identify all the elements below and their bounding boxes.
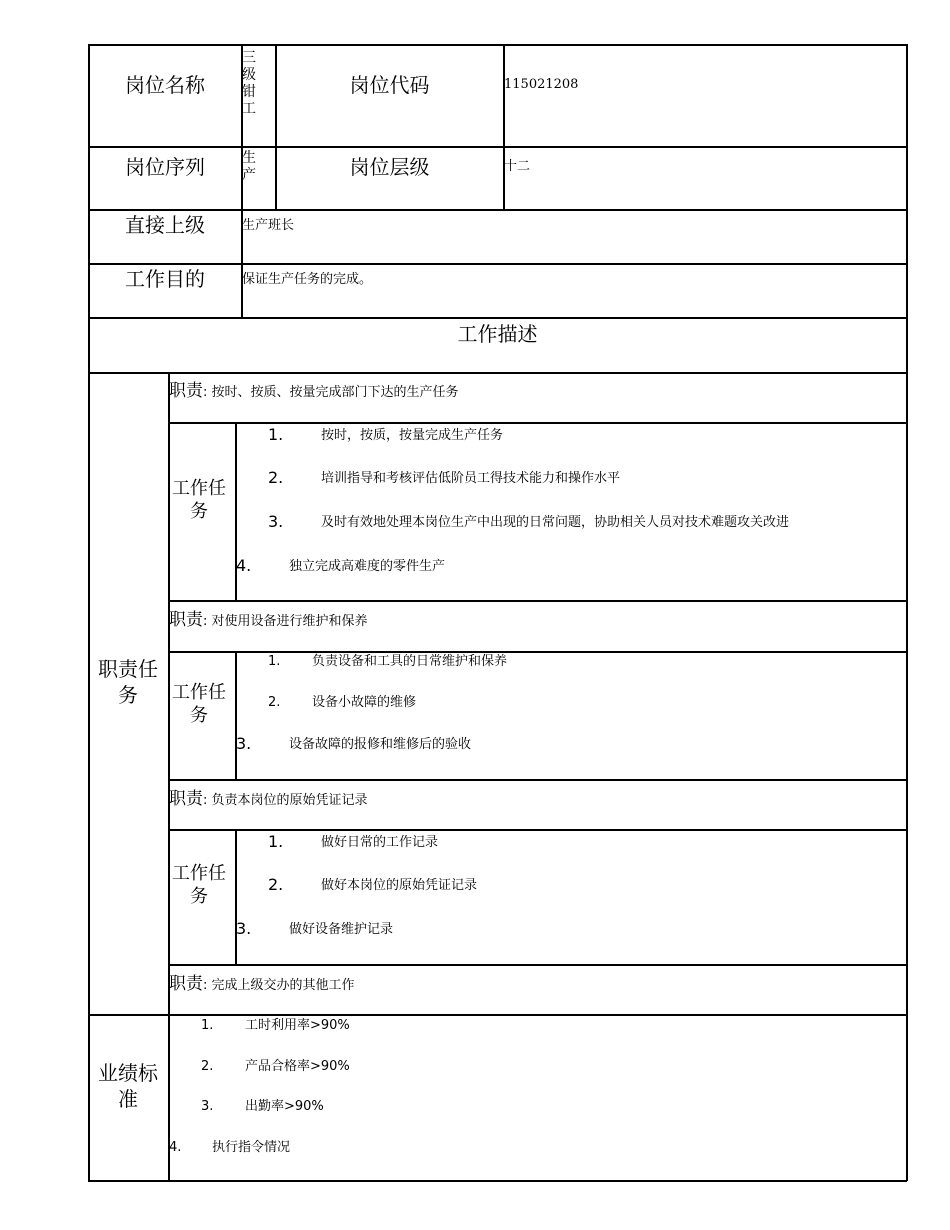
row-divider bbox=[88, 263, 907, 265]
row-divider bbox=[168, 422, 907, 424]
purpose-label: 工作目的 bbox=[125, 267, 205, 291]
duty-prefix: 职责 bbox=[169, 381, 203, 401]
performance-number: 4. bbox=[169, 1140, 182, 1155]
task-number: 1. bbox=[268, 654, 281, 669]
duty-prefix: 职责 bbox=[169, 610, 203, 630]
duty-2 bbox=[169, 605, 368, 630]
table-border-right bbox=[906, 44, 908, 1181]
post-level-label: 岗位层级 bbox=[349, 155, 430, 179]
task-text: 及时有效地处理本岗位生产中出现的日常问题，协助相关人员对技术难题攻关改进 bbox=[321, 515, 790, 530]
duty-text: : 对使用设备进行维护和保养 bbox=[203, 614, 368, 629]
task-number: 1. bbox=[268, 832, 284, 851]
task-number: 2. bbox=[268, 468, 284, 487]
duty-3 bbox=[169, 784, 368, 809]
description-title: 工作描述 bbox=[457, 322, 538, 346]
task-number: 3. bbox=[268, 512, 284, 531]
row-divider bbox=[88, 146, 907, 148]
superior-value: 生产班长 bbox=[242, 218, 295, 233]
col-divider bbox=[503, 44, 505, 210]
task-number: 2. bbox=[268, 695, 281, 710]
post-series-value: 生产 bbox=[242, 150, 256, 180]
post-name-value: 三级钳工 bbox=[242, 50, 256, 117]
purpose-value: 保证生产任务的完成。 bbox=[242, 272, 373, 287]
task-number: 4. bbox=[236, 556, 252, 575]
duty-text: : 负责本岗位的原始凭证记录 bbox=[203, 793, 368, 808]
duty-4 bbox=[169, 969, 355, 994]
row-divider bbox=[88, 317, 907, 319]
post-level-value: 十二 bbox=[504, 159, 531, 174]
task-number: 2. bbox=[268, 875, 284, 894]
row-divider bbox=[168, 779, 907, 781]
row-divider bbox=[168, 600, 907, 602]
task-text: 做好本岗位的原始凭证记录 bbox=[321, 878, 478, 893]
row-divider bbox=[88, 372, 907, 374]
performance-number: 2. bbox=[201, 1059, 214, 1074]
table-border-top bbox=[88, 44, 907, 46]
task-text: 按时，按质，按量完成生产任务 bbox=[321, 428, 504, 443]
col-divider bbox=[235, 829, 237, 965]
performance-text: 出勤率>90% bbox=[245, 1099, 324, 1114]
table-border-bottom bbox=[88, 1180, 907, 1182]
post-series-label: 岗位序列 bbox=[125, 155, 205, 179]
duty-text: : 按时、按质、按量完成部门下达的生产任务 bbox=[203, 385, 459, 400]
task-text: 设备小故障的维修 bbox=[312, 695, 417, 710]
performance-label: 业绩标准 bbox=[98, 1061, 158, 1111]
task-text: 设备故障的报修和维修后的验收 bbox=[289, 737, 472, 752]
duty-text: : 完成上级交办的其他工作 bbox=[203, 978, 355, 993]
task-label: 工作任务 bbox=[172, 863, 226, 907]
row-divider bbox=[168, 829, 907, 831]
duties-label: 职责任务 bbox=[98, 657, 158, 707]
performance-text: 产品合格率>90% bbox=[245, 1059, 350, 1074]
task-text: 培训指导和考核评估低阶员工得技术能力和操作水平 bbox=[321, 471, 621, 486]
duty-prefix: 职责 bbox=[169, 974, 203, 994]
performance-text: 工时利用率>90% bbox=[245, 1018, 350, 1033]
duty-1 bbox=[169, 376, 459, 401]
duty-prefix: 职责 bbox=[169, 789, 203, 809]
performance-number: 1. bbox=[201, 1018, 214, 1033]
task-text: 做好日常的工作记录 bbox=[321, 835, 439, 850]
performance-number: 3. bbox=[201, 1099, 214, 1114]
task-label: 工作任务 bbox=[172, 478, 226, 522]
post-name-label: 岗位名称 bbox=[125, 73, 205, 97]
post-code-value: 115021208 bbox=[504, 77, 579, 92]
superior-label: 直接上级 bbox=[125, 213, 205, 237]
performance-text: 执行指令情况 bbox=[212, 1140, 291, 1155]
row-divider bbox=[88, 209, 907, 211]
post-code-label: 岗位代码 bbox=[349, 73, 430, 97]
row-divider bbox=[168, 964, 907, 966]
task-label: 工作任务 bbox=[172, 682, 226, 726]
task-number: 1. bbox=[268, 425, 284, 444]
col-divider bbox=[275, 44, 277, 210]
col-divider bbox=[235, 651, 237, 780]
task-number: 3. bbox=[236, 734, 252, 753]
task-text: 负责设备和工具的日常维护和保养 bbox=[312, 654, 508, 669]
task-number: 3. bbox=[236, 919, 252, 938]
task-text: 独立完成高难度的零件生产 bbox=[289, 559, 446, 574]
task-text: 做好设备维护记录 bbox=[289, 922, 394, 937]
